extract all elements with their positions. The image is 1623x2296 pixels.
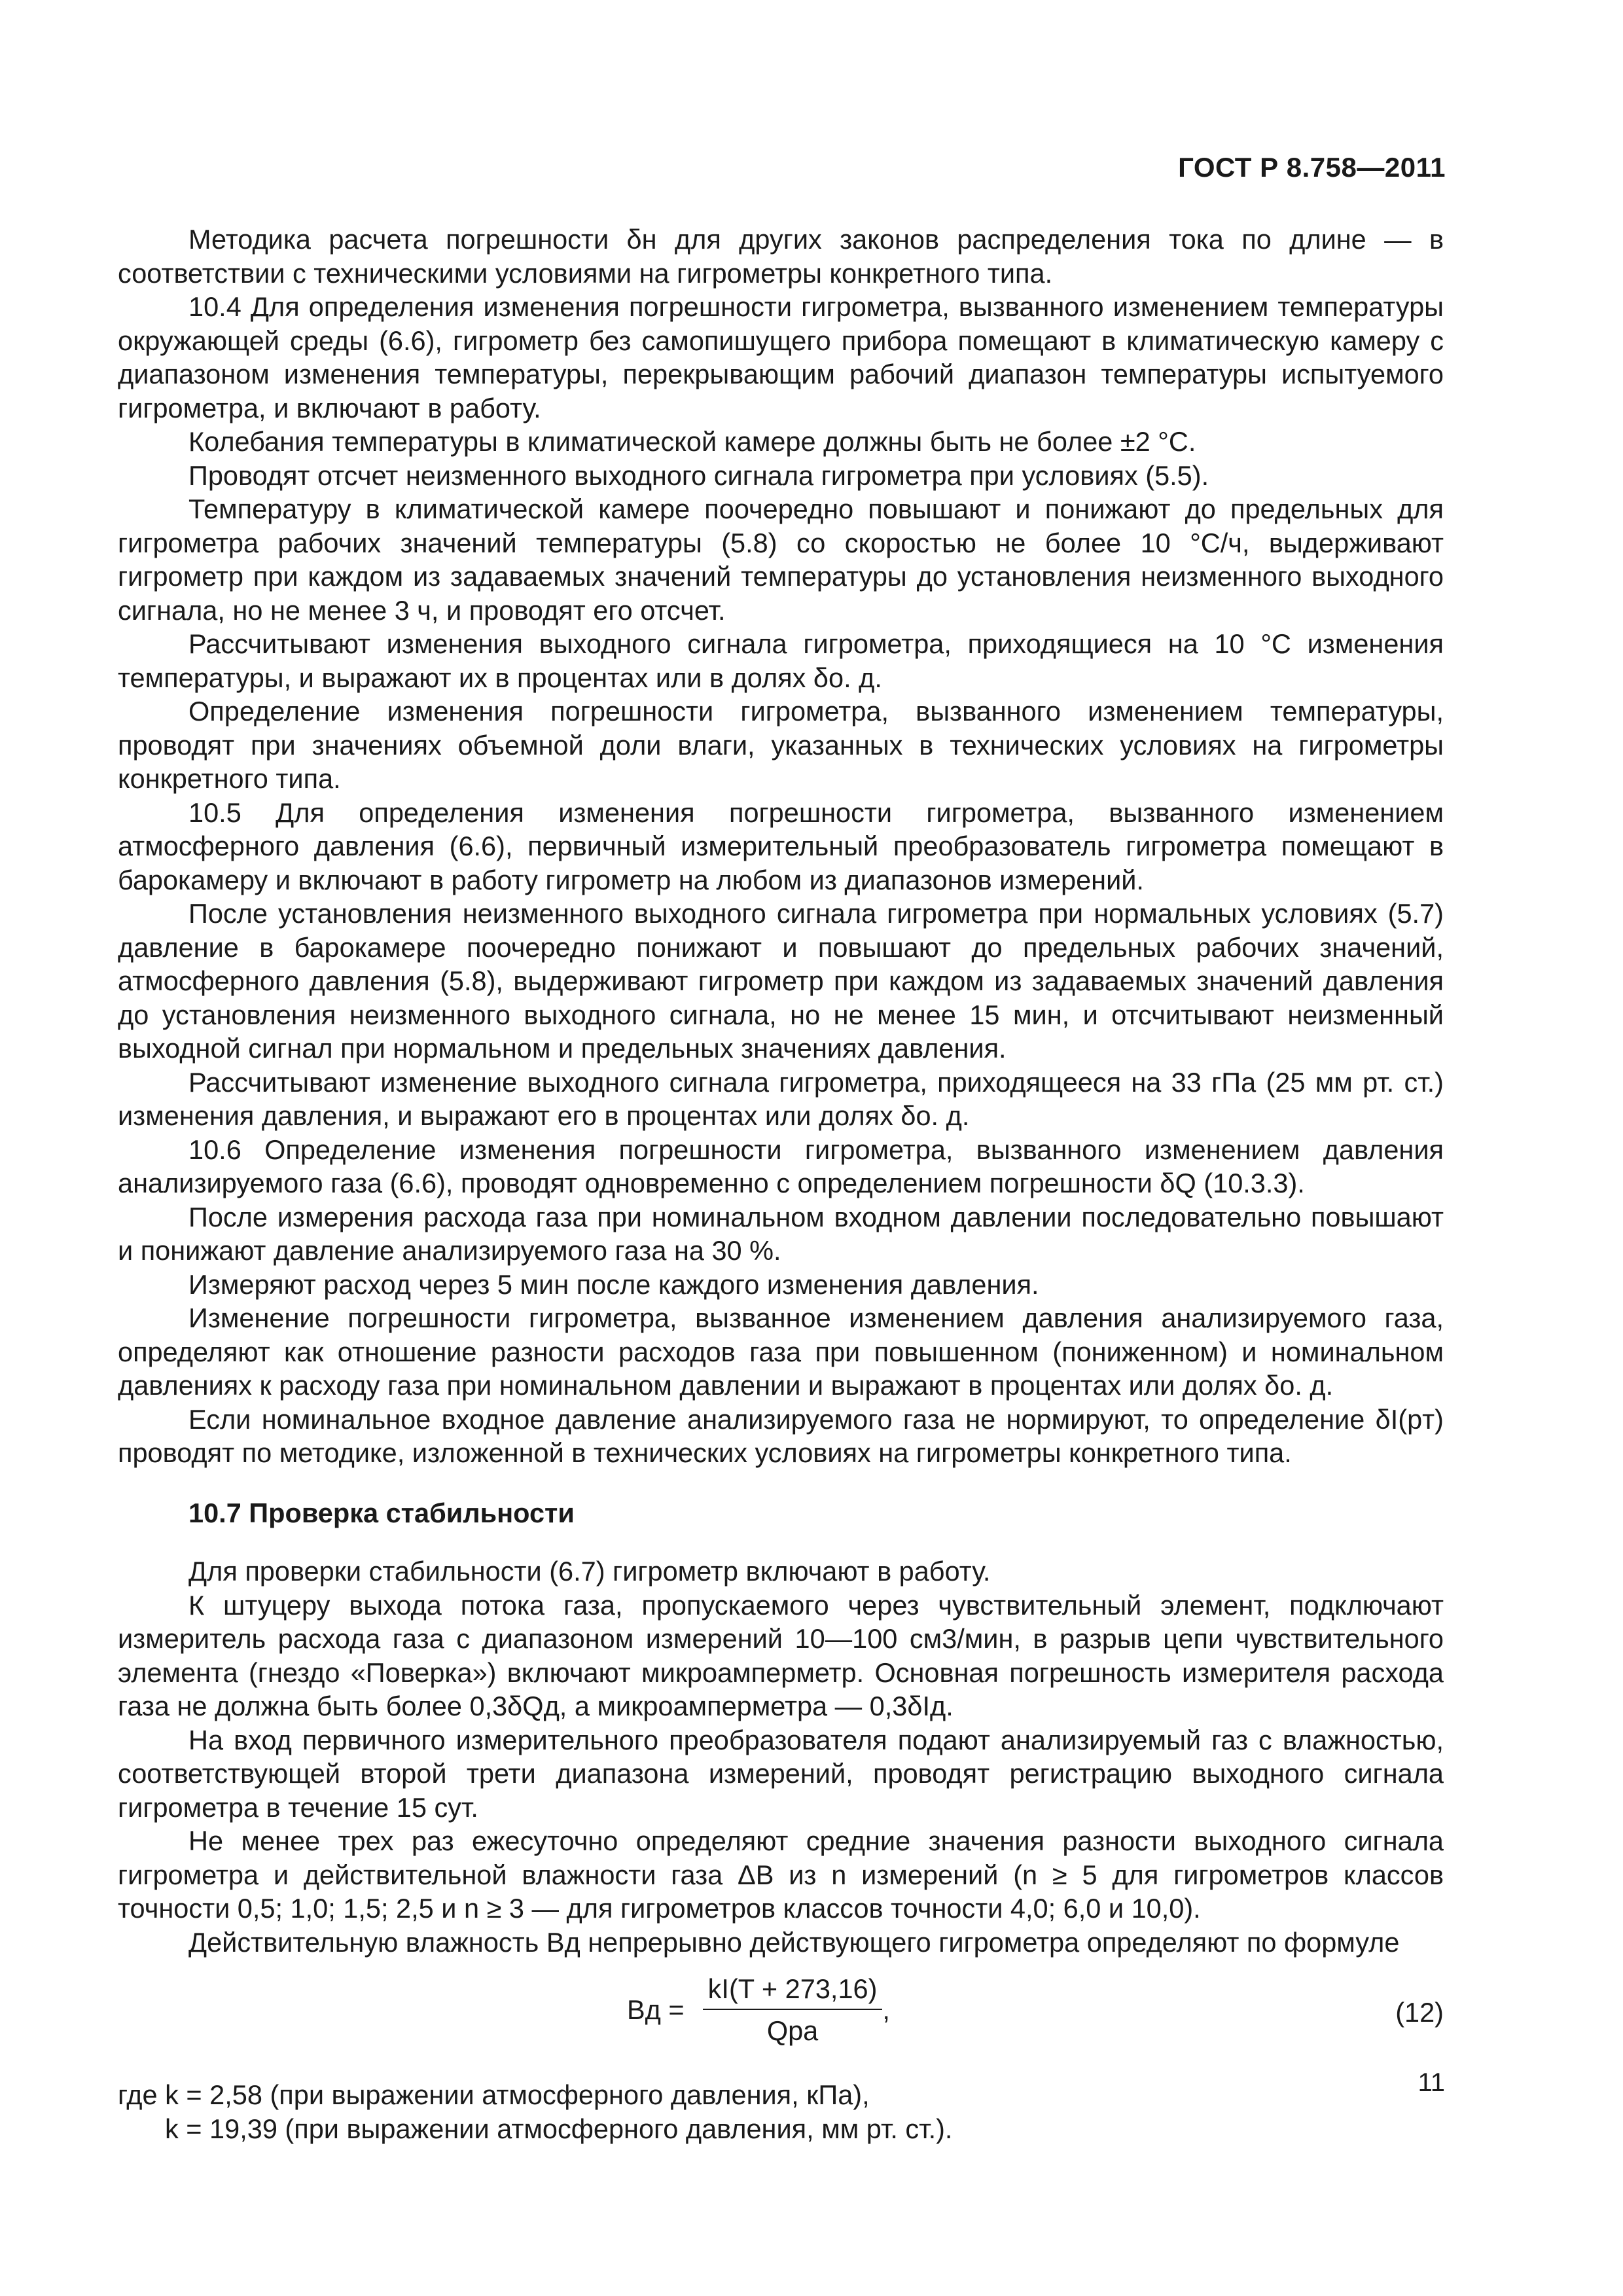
paragraph: После измерения расхода газа при номинальном входном давлении последовательно повышают и понижают давление анализируемого газа на 30 %. [118,1201,1444,1266]
paragraph: Температуру в климатической камере поочередно повышают и понижают до предельных для гигрометра рабочих значений температуры (5.8) со скоростью не более 10 °С/ч, выдерживают гигрометр при каждом из задаваемых значений температуры до установления неизменного выходного сигнала, но не менее 3 ч, и проводят его отсчет. [118,493,1444,626]
page-number: 11 [1418,2068,1445,2097]
where-line: где k = 2,58 (при выражении атмосферного давления, кПа), [118,2079,870,2110]
paragraph: Методика расчета погрешности δн для других законов распределения тока по длине — в соответствии с техническими условиями на гигрометры конкретного типа. [118,224,1444,289]
formula-block [118,1968,1444,2066]
paragraph: Действительную влажность Bд непрерывно действующего гигрометра определяют по формуле [188,1926,1400,1958]
paragraph: После установления неизменного выходного сигнала гигрометра при нормальных условиях (5.7) давление в барокамере поочередно понижают и повышают до предельных рабочих значений, атмосферного давления (5.8), выдерживают гигрометр при каждом из задаваемых значений давления до установления неизменного выходного сигнала, но не менее 15 мин, и отсчитывают неизменный выходной сигнал при нормальном и предельных значениях давления. [118,898,1444,1064]
formula-denominator: Qpa [766,2015,819,2046]
where-line: k = 19,39 (при выражении атмосферного давления, мм рт. ст.). [165,2113,953,2144]
formula-lhs: Bд = [627,1994,685,2025]
paragraph: 10.4 Для определения изменения погрешности гигрометра, вызванного изменением температуры окружающей среды (6.6), гигрометр без самопишущего прибора помещают в климатическую камеру с диапазоном изменения температуры, перекрывающим рабочий диапазон температуры испытуемого гигрометра, и включают в работу. [118,291,1444,423]
paragraph: Определение изменения погрешности гигрометра, вызванного изменением температуры, проводят при значениях объемной доли влаги, указанных в технических условиях на гигрометры конкретного типа. [118,696,1444,794]
paragraph: Колебания температуры в климатической камере должны быть не более ±2 °С. [188,426,1196,457]
paragraph: Изменение погрешности гигрометра, вызванное изменением давления анализируемого газа, определяют как отношение разности расходов газа при повышенном (пониженном) и номинальном давлениях к расходу газа при номинальном давлении и выражают в процентах или долях δо. д. [118,1302,1444,1401]
paragraph: Измеряют расход через 5 мин после каждого изменения давления. [188,1268,1039,1300]
document-body [118,223,1444,2145]
section-title: 10.7 Проверка стабильности [188,1497,575,1528]
paragraph: 10.5 Для определения изменения погрешности гигрометра, вызванного изменением атмосферного давления (6.6), первичный измерительный преобразователь гигрометра помещают в барокамеру и включают в работу гигрометр на любом из диапазонов измерений. [118,797,1444,895]
document-code-header: ГОСТ Р 8.758—2011 [1178,152,1446,183]
paragraph: На вход первичного измерительного преобразователя подают анализируемый газ с влажностью, соответствующей второй трети диапазона измерений, проводят регистрацию выходного сигнала гигрометра в течение 15 сут. [118,1724,1444,1823]
paragraph: Проводят отсчет неизменного выходного сигнала гигрометра при условиях (5.5). [188,459,1209,491]
paragraph: Рассчитывают изменения выходного сигнала гигрометра, приходящиеся на 10 °С изменения температуры, и выражают их в процентах или в долях δо. д. [118,628,1444,693]
formula-numerator: kI(T + 273,16) [703,1973,883,2010]
paragraph: К штуцеру выхода потока газа, пропускаемого через чувствительный элемент, подключают измеритель расхода газа с диапазоном измерений 10—100 см3/мин, в разрыв цепи чувствительного элемента (гнездо «Поверка») включают микроамперметр. Основная погрешность измерителя расхода газа не должна быть более 0,3δQд, а микроамперметра — 0,3δIд. [118,1589,1444,1721]
paragraph: Если номинальное входное давление анализируемого газа не нормируют, то определение δI(pт) проводят по методике, изложенной в технических условиях на гигрометры конкретного типа. [118,1403,1444,1468]
paragraph: Не менее трех раз ежесуточно определяют средние значения разности выходного сигнала гигрометра и действительной влажности газа ΔB из n измерений (n ≥ 5 для гигрометров классов точности 0,5; 1,0; 1,5; 2,5 и n ≥ 3 — для гигрометров классов точности 4,0; 6,0 и 10,0). [118,1825,1444,1924]
formula [627,1973,890,2047]
paragraph: Рассчитывают изменение выходного сигнала гигрометра, приходящееся на 33 гПа (25 мм рт. ст.) изменения давления, и выражают его в процентах или долях δо. д. [118,1066,1444,1131]
equation-number: (12) [1395,1997,1444,2028]
paragraph: Для проверки стабильности (6.7) гигрометр включают в работу. [188,1556,991,1587]
formula-trailing: , [882,1994,890,2025]
paragraph: 10.6 Определение изменения погрешности гигрометра, вызванного изменением давления анализируемого газа (6.6), проводят одновременно с определением погрешности δQ (10.3.3). [118,1134,1444,1198]
formula-fraction [703,1973,883,2047]
